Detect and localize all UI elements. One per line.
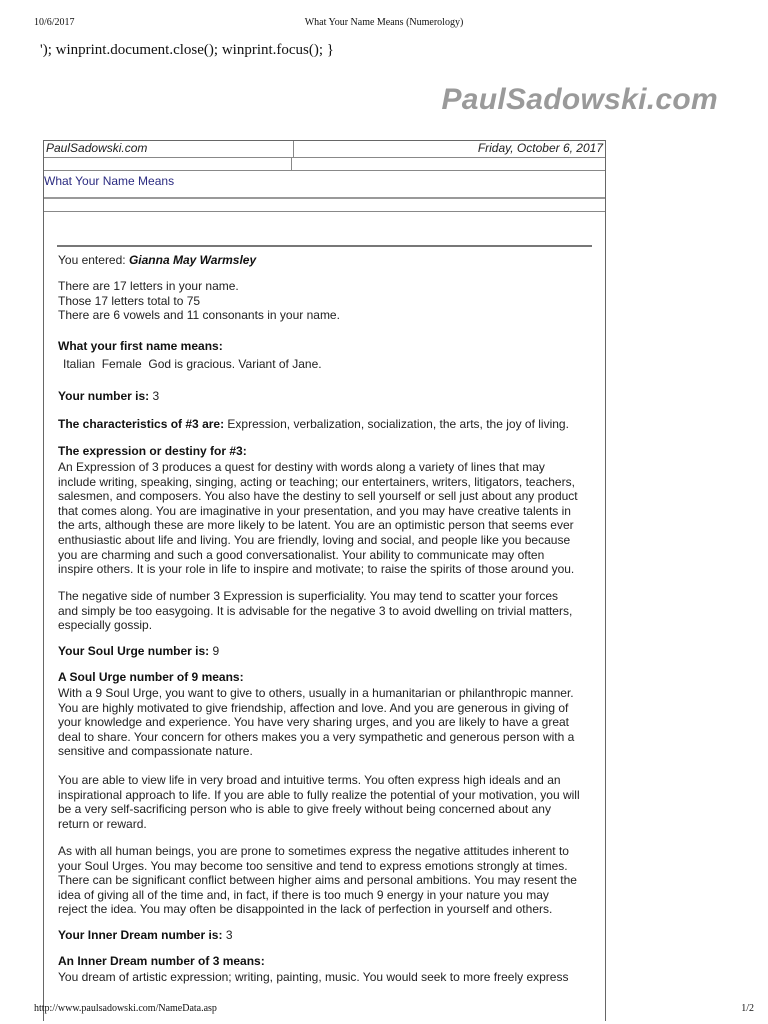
soul-urge-text-2: You are able to view life in very broad and intuitive terms. You often express high ideals and an inspirational approach to life. If you are able to fully realize the potential of your motivation, you will be a very self-sacrificing person who is able to give freely without being concerned about any return or reward. (58, 773, 580, 831)
site-logo[interactable]: PaulSadowski.com (441, 83, 718, 116)
spacer-row (44, 158, 605, 171)
print-title: What Your Name Means (Numerology) (304, 17, 464, 28)
expression-text: An Expression of 3 produces a quest for destiny with words along a variety of lines that may include writing, speaking, singing, acting or teaching; our entertainers, writers, litigators, teachers, salesmen, and composers. You also have the destiny to sell yourself or sell just about any product that comes along. You are imaginative in your presentation, and you may have creative talents in the arts, although these are more likely to be latent. You are an optimistic person that seems ever enthusiastic about life and living. You are friendly, loving and social, and people like you because you are charming and such a good conversationalist. Your ability to communicate may often inspire others. It is your role in life to inspire and motivate; to raise the spirits of those around you. (58, 460, 578, 577)
soul-urge-line: Your Soul Urge number is: 9 (58, 644, 220, 658)
inner-dream-value: 3 (225, 928, 233, 942)
header-row (44, 141, 605, 158)
expression-heading: The expression or destiny for #3: (58, 444, 247, 458)
soul-urge-heading: A Soul Urge number of 9 means: (58, 670, 244, 684)
inner-dream-text: You dream of artistic expression; writing, painting, music. You would seek to more freely express (58, 970, 569, 984)
inner-dream-line: Your Inner Dream number is: 3 (58, 928, 233, 942)
print-url: http://www.paulsadowski.com/NameData.asp (34, 1003, 217, 1014)
divider (57, 245, 592, 247)
script-leak-text: '); winprint.document.close(); winprint.focus(); } (40, 42, 335, 58)
soul-urge-text-3: As with all human beings, you are prone to sometimes express the negative attitudes inherent to your Soul Urges. You may become too sensitive and tend to express emotions strongly at times. There can be significant conflict between higher aims and personal ambitions. You may resent the idea of giving all of the time and, in fact, if there is too much 9 energy in your nature you may reject the idea. You may often be disappointed in the lack of perfection in yourself and others. (58, 844, 577, 917)
print-date: 10/6/2017 (34, 17, 75, 28)
site-name: PaulSadowski.com (44, 141, 294, 157)
characteristics-line: The characteristics of #3 are: Expression, verbalization, socialization, the arts, the joy of living. (58, 417, 569, 431)
page-title[interactable]: What Your Name Means (44, 174, 175, 188)
first-name-meaning: Italian Female God is gracious. Variant of Jane. (63, 357, 322, 371)
number-line: Your number is: 3 (58, 389, 160, 403)
name-stats: There are 17 letters in your name. Those 17 letters total to 75 There are 6 vowels and 11 consonants in your name. (58, 279, 340, 323)
entered-name: Gianna May Warmsley (128, 253, 257, 267)
entered-line (58, 253, 598, 268)
entered-label: You entered: (58, 253, 126, 267)
soul-urge-value: 9 (212, 644, 220, 658)
first-name-heading: What your first name means: (58, 339, 223, 353)
page-number: 1/2 (741, 1003, 754, 1014)
number-value: 3 (152, 389, 160, 403)
expression-negative: The negative side of number 3 Expression is superficiality. You may tend to scatter your forces and simply be too easygoing. It is advisable for the negative 3 to avoid dwelling on trivial matters, especially gossip. (58, 589, 573, 633)
current-date: Friday, October 6, 2017 (477, 141, 603, 155)
spacer-row (44, 199, 605, 212)
soul-urge-text-1: With a 9 Soul Urge, you want to give to others, usually in a humanitarian or philanthropic manner. You are highly motivated to give friendship, affection and love. And you are generous in giving of your knowledge and experience. You have very sharing urges, and you are likely to have a great deal to share. Your concern for others makes you a very sympathetic and generous person with a sensitive and compassionate nature. (58, 686, 575, 759)
inner-dream-heading: An Inner Dream number of 3 means: (58, 954, 265, 968)
title-row (44, 171, 605, 199)
